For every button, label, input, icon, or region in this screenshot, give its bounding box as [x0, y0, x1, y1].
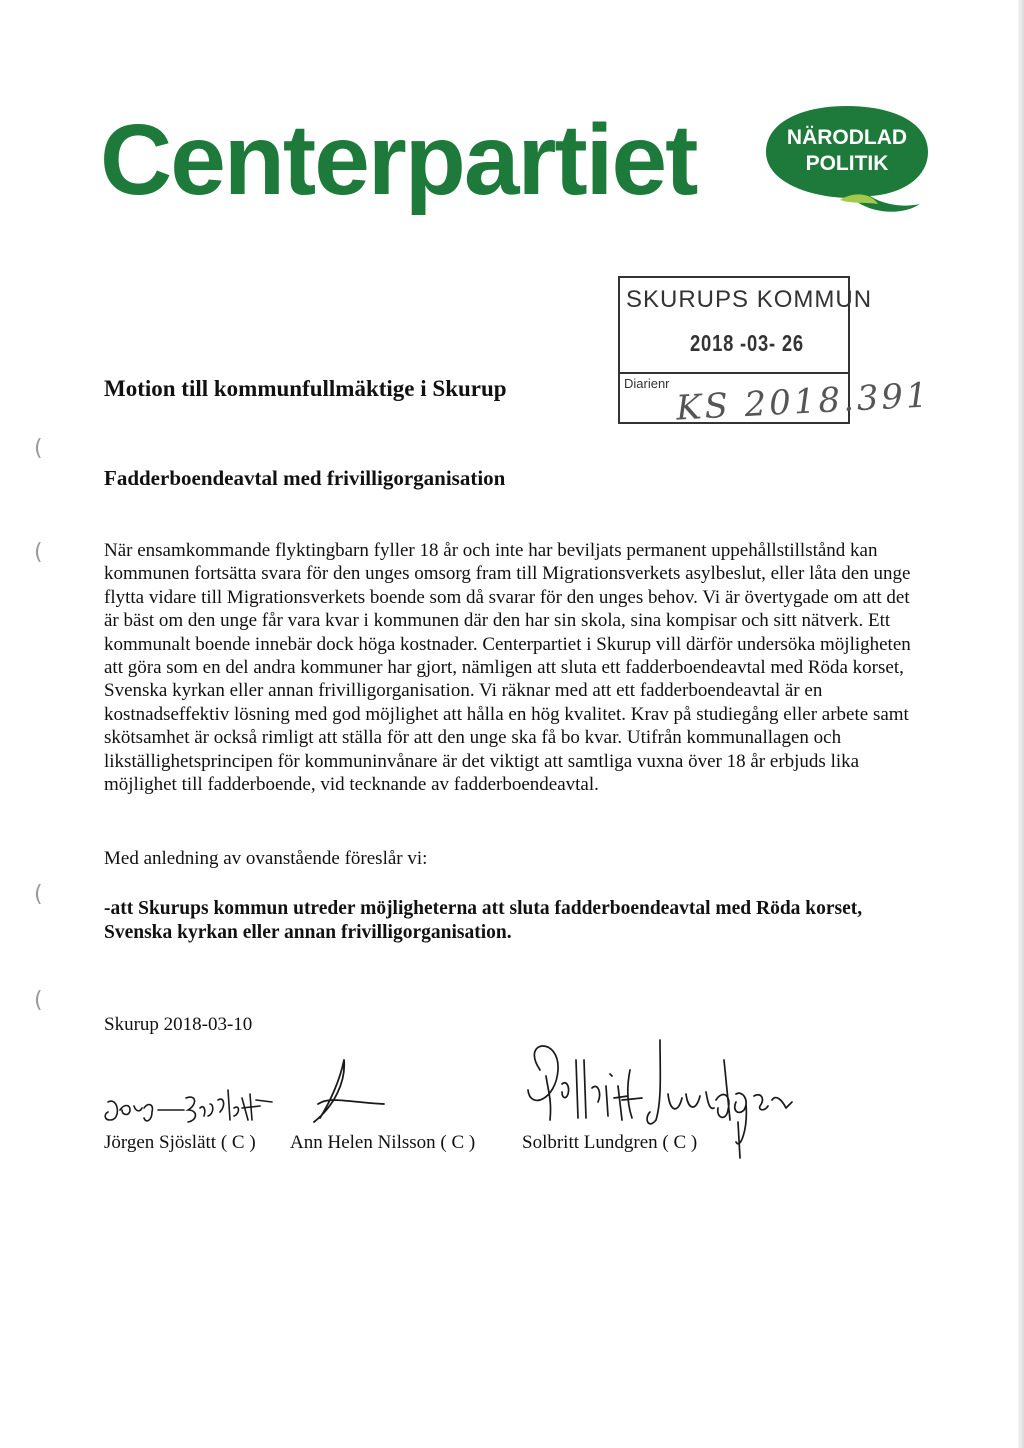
page-edge-shadow	[1018, 0, 1024, 1448]
proposal-statement: -att Skurups kommun utreder möjligheterna att sluta fadderboendeavtal med Röda korset, Svenska kyrkan eller annan frivilligorganisation.	[104, 898, 863, 943]
signer-name-1: Jörgen Sjöslätt ( C )	[104, 1132, 256, 1153]
stamp-diary-number: KS 2018.391	[675, 375, 932, 429]
signature-ann-helen-nilsson	[300, 1056, 390, 1136]
margin-mark: (	[34, 882, 43, 907]
stamp-title: SKURUPS KOMMUN	[626, 286, 873, 313]
badge-line-2: POLITIK	[805, 152, 889, 175]
margin-mark: (	[34, 436, 43, 461]
margin-mark: (	[34, 988, 43, 1013]
document-heading: Motion till kommunfullmäktige i Skurup	[104, 376, 507, 401]
signature-jorgen-sjoslatt	[100, 1080, 290, 1130]
body-paragraph: När ensamkommande flyktingbarn fyller 18 år och inte har beviljats permanent uppehållstillstånd kan kommunen fortsätta svara för den unges omsorg fram till Migrationsverkets asylbeslut, eller låta den unge flytta vidare till Migrationsverkets boende som då svarar för den unges behov. Vi är övertygade om att det är bäst om den unge får vara kvar i kommunen där den har sin skola, sina kompisar och sitt nätverk. Ett kommunalt boende innebär dock höga kostnader. Centerpartiet i Skurup vill därför undersöka möjligheten att göra som en del andra kommuner har gjort, nämligen att sluta ett fadderboendeavtal med Röda korset, Svenska kyrkan eller annan frivilligorganisation. Vi räknar med att ett fadderboendeavtal är en kostnadseffektiv lösning med god möjlighet att hålla en hög kvalitet. Krav på studiegång eller arbete samt skötsamhet är också rimligt att ställa för att den unge ska få bo kvar. Utifrån kommunallagen och likställighetsprincipen för kommuninvånare är det viktigt att samtliga vuxna över 18 år erbjuds lika möjlighet till fadderboende, vid tecknande av fadderboendeavtal.	[104, 540, 911, 796]
document-title: Fadderboendeavtal med frivilligorganisation	[104, 466, 506, 490]
proposal-intro: Med anledning av ovanstående föreslår vi:	[104, 848, 428, 869]
stamp-divider	[620, 372, 848, 374]
place-date: Skurup 2018-03-10	[104, 1014, 253, 1035]
signer-name-3: Solbritt Lundgren ( C )	[522, 1132, 698, 1153]
signer-name-2: Ann Helen Nilsson ( C )	[290, 1132, 476, 1153]
stamp-date: 2018 -03- 26	[690, 330, 804, 356]
stamp-label: Diarienr	[624, 376, 670, 391]
margin-mark: (	[34, 540, 43, 565]
speech-bubble-badge-icon	[752, 100, 942, 220]
registry-stamp	[618, 276, 932, 429]
party-logo-wordmark: Centerpartiet	[100, 104, 697, 216]
badge-line-1: NÄRODLAD	[786, 126, 908, 149]
